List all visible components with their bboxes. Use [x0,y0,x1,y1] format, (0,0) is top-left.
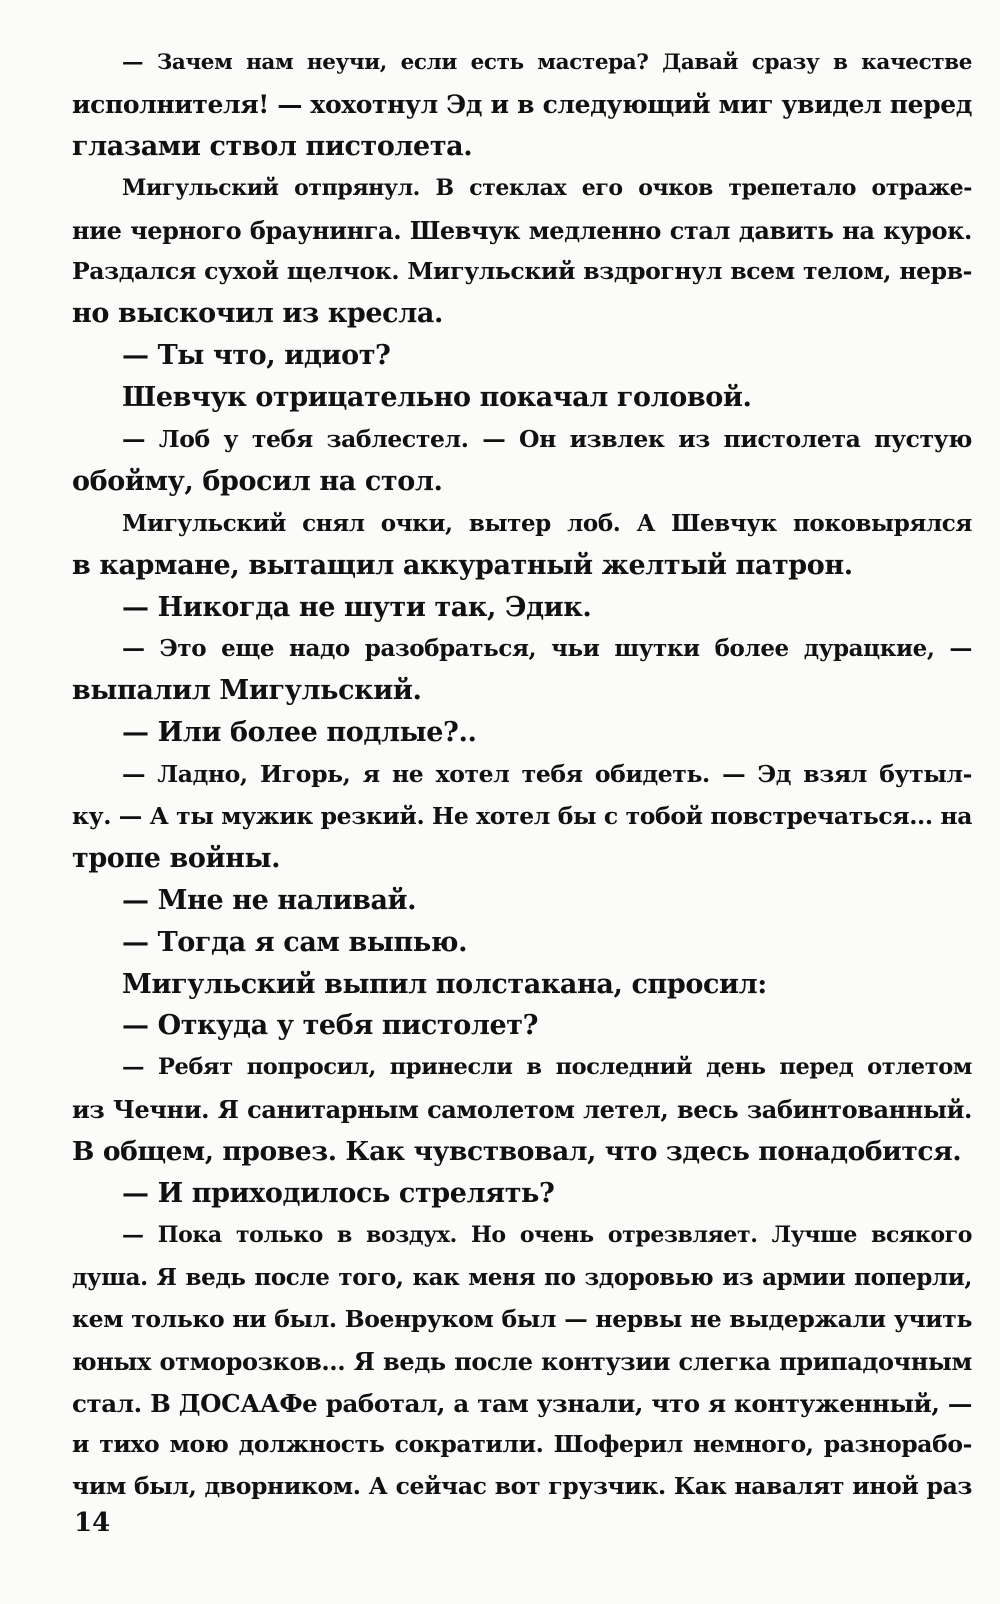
text-line: — Ребят попросил, принесли в последний день перед отлетом [122,1054,972,1081]
text-line: — Зачем нам неучи, если есть мастера? Давай сразу в качестве [122,50,972,75]
text-line: кем только ни был. Военруком был — нервы не выдержали учить [72,1304,972,1333]
text-line: — И приходилось стрелять? [122,1178,555,1210]
text-line: — Ладно, Игорь, я не хотел тебя обидеть. — Эд взял бутыл- [122,760,972,789]
text-line: юных отморозков... Я ведь после контузии слегка припадочным [72,1346,972,1376]
text-line: — Откуда у тебя пистолет? [122,1010,539,1042]
text-line: Раздался сухой щелчок. Мигульский вздрогнул всем телом, нерв- [72,257,972,286]
text-line: Мигульский снял очки, вытер лоб. А Шевчук поковырялся [122,509,972,537]
text-line: и тихо мою должность сократили. Шоферил немного, разнорабо- [72,1430,972,1459]
text-line: Мигульский отпрянул. В стеклах его очков трепетало отраже- [122,174,972,201]
text-line: — Лоб у тебя заблестел. — Он извлек из пистолета пустую [122,425,972,454]
page-number: 14 [74,1508,111,1538]
text-line: тропе войны. [72,842,281,874]
text-line: — Или более подлые?.. [122,717,477,749]
text-line: — Это еще надо разобраться, чьи шутки более дурацкие, — [122,635,972,663]
text-line: ние черного браунинга. Шевчук медленно стал давить на курок. [72,215,972,245]
body-text [72,42,972,1508]
text-line: но выскочил из кресла. [72,298,443,330]
text-line: — Тогда я сам выпью. [122,926,468,958]
text-line: — Ты что, идиот? [122,340,391,372]
text-line: в кармане, вытащил аккуратный желтый патрон. [72,549,853,581]
text-line: выпалил Мигульский. [72,675,422,707]
text-line: — Мне не наливай. [122,884,417,916]
text-line: душа. Я ведь после того, как меня по здоровью из армии поперли, [72,1263,972,1291]
text-line: В общем, провез. Как чувствовал, что здесь понадобится. [72,1136,962,1168]
text-line: Мигульский выпил полстакана, спросил: [122,968,767,1000]
text-line: — Никогда не шути так, Эдик. [122,591,592,623]
text-line: — Пока только в воздух. Но очень отрезвляет. Лучше всякого [122,1221,972,1248]
text-line: исполнителя! — хохотнул Эд и в следующий миг увидел перед [72,89,972,119]
text-line: обойму, бросил на стол. [72,465,443,497]
text-line: ку. — А ты мужик резкий. Не хотел бы с тобой повстречаться... на [72,802,973,831]
text-line: Шевчук отрицательно покачал головой. [122,382,752,414]
text-line: чим был, дворником. А сейчас вот грузчик. Как навалят иной раз [72,1472,972,1501]
text-line: из Чечни. Я санитарным самолетом летел, весь забинтованный. [72,1095,972,1125]
text-line: стал. В ДОСААФе работал, а там узнали, что я контуженный, — [72,1388,972,1418]
text-line: глазами ствол пистолета. [72,130,473,162]
